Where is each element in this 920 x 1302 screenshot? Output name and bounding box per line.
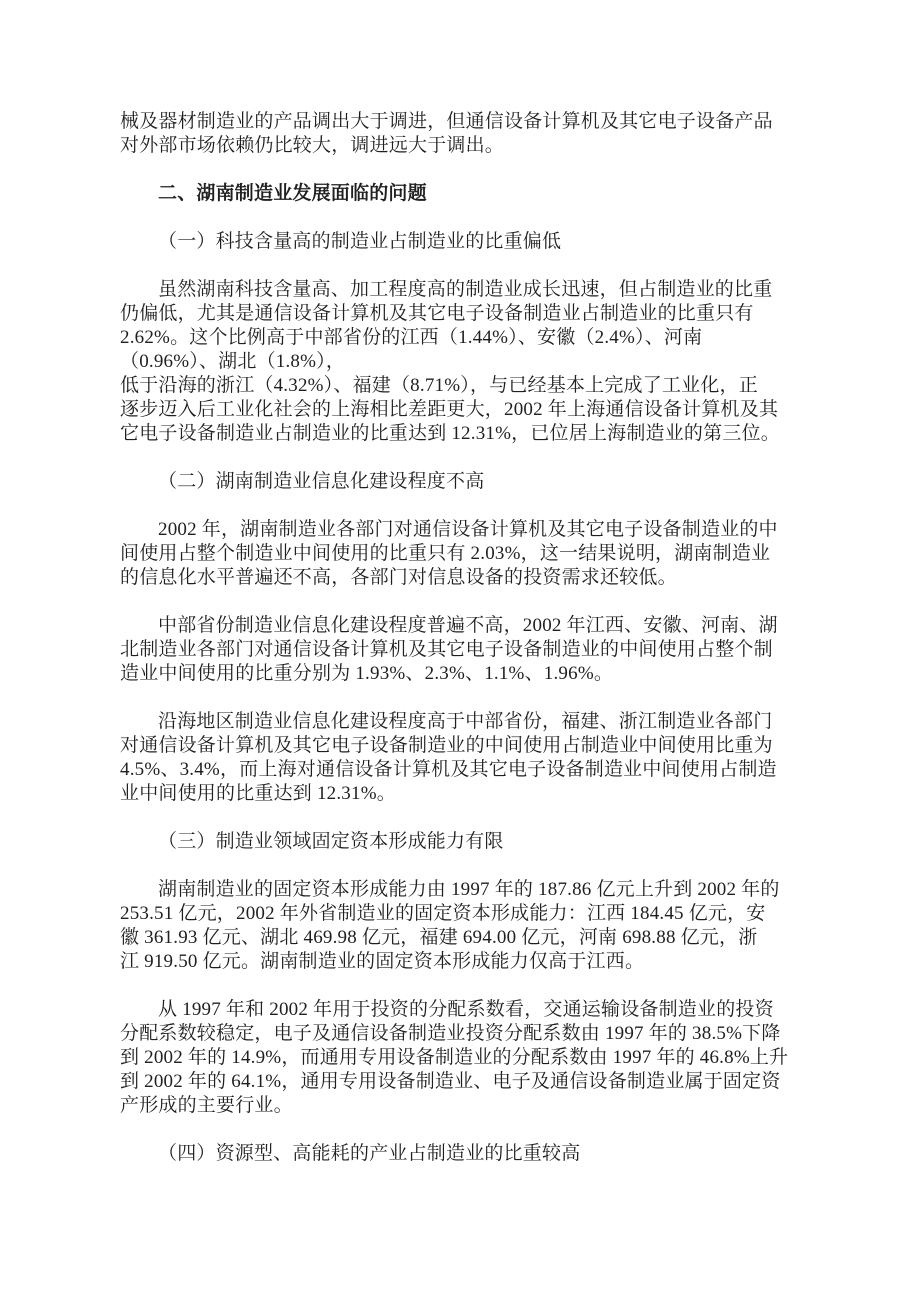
body-line: 仍偏低，尤其是通信设备计算机及其它电子设备制造业占制造业的比重只有 <box>120 303 754 324</box>
body-line: 中部省份制造业信息化建设程度普遍不高，2002 年江西、安徽、河南、湖 <box>158 615 778 636</box>
subsection-heading-3 <box>120 830 820 854</box>
section-heading <box>120 182 820 206</box>
body-line: 2002 年，湖南制造业各部门对通信设备计算机及其它电子设备制造业的中 <box>158 519 778 540</box>
body-line: 械及器材制造业的产品调出大于调进，但通信设备计算机及其它电子设备产品 <box>120 111 773 132</box>
body-line: 2.62%。这个比例高于中部省份的江西（1.44%）、安徽（2.4%）、河南 <box>120 327 703 348</box>
paragraph-1b <box>120 374 820 446</box>
body-line: 逐步迈入后工业化社会的上海相比差距更大，2002 年上海通信设备计算机及其 <box>120 399 779 420</box>
continuation-paragraph <box>120 110 820 158</box>
body-line: 它电子设备制造业占制造业的比重达到 12.31%，已位居上海制造业的第三位。 <box>120 423 780 444</box>
body-line: 从 1997 年和 2002 年用于投资的分配系数看，交通运输设备制造业的投资 <box>158 999 774 1020</box>
body-line: 北制造业各部门对通信设备计算机及其它电子设备制造业的中间使用占整个制 <box>120 639 773 660</box>
subsection-heading-4 <box>120 1142 820 1166</box>
paragraph-1a <box>120 278 820 374</box>
body-line: 湖南制造业的固定资本形成能力由 1997 年的 187.86 亿元上升到 2002 年的 <box>158 879 780 900</box>
body-line: 间使用占整个制造业中间使用的比重只有 2.03%，这一结果说明，湖南制造业 <box>120 543 771 564</box>
body-line: 江 919.50 亿元。湖南制造业的固定资本形成能力仅高于江西。 <box>120 951 645 972</box>
body-line: 的信息化水平普遍还不高，各部门对信息设备的投资需求还较低。 <box>120 567 677 588</box>
body-line: 对通信设备计算机及其它电子设备制造业的中间使用占制造业中间使用比重为 <box>120 735 773 756</box>
subsection-heading-text: （一）科技含量高的制造业占制造业的比重偏低 <box>158 231 562 252</box>
body-line: （0.96%）、湖北（1.8%）， <box>120 351 346 372</box>
subsection-heading-text: （二）湖南制造业信息化建设程度不高 <box>158 471 485 492</box>
subsection-heading-text: （三）制造业领域固定资本形成能力有限 <box>158 831 504 852</box>
section-heading-text: 二、湖南制造业发展面临的问题 <box>158 183 427 204</box>
body-line: 业中间使用的比重达到 12.31%。 <box>120 783 396 804</box>
body-line: 沿海地区制造业信息化建设程度高于中部省份，福建、浙江制造业各部门 <box>158 711 773 732</box>
subsection-heading-text: （四）资源型、高能耗的产业占制造业的比重较高 <box>158 1143 581 1164</box>
body-line: 徽 361.93 亿元、湖北 469.98 亿元，福建 694.00 亿元，河南 698.88 亿元，浙 <box>120 927 758 948</box>
body-line: 253.51 亿元，2002 年外省制造业的固定资本形成能力：江西 184.45 亿元，安 <box>120 903 766 924</box>
body-line: 到 2002 年的 14.9%，而通用专用设备制造业的分配系数由 1997 年的 46.8%上升 <box>120 1047 789 1068</box>
body-line: 虽然湖南科技含量高、加工程度高的制造业成长迅速，但占制造业的比重 <box>158 279 773 300</box>
subsection-heading-2 <box>120 470 820 494</box>
body-line: 产形成的主要行业。 <box>120 1095 293 1116</box>
body-line: 到 2002 年的 64.1%，通用专用设备制造业、电子及通信设备制造业属于固定资 <box>120 1071 781 1092</box>
paragraph-5 <box>120 878 820 974</box>
body-line: 造业中间使用的比重分别为 1.93%、2.3%、1.1%、1.96%。 <box>120 663 614 684</box>
body-line: 4.5%、3.4%，而上海对通信设备计算机及其它电子设备制造业中间使用占制造 <box>120 759 777 780</box>
paragraph-6 <box>120 998 820 1118</box>
body-line: 分配系数较稳定，电子及通信设备制造业投资分配系数由 1997 年的 38.5%下降 <box>120 1023 781 1044</box>
paragraph-2 <box>120 518 820 590</box>
subsection-heading-1 <box>120 230 820 254</box>
body-line: 低于沿海的浙江（4.32%）、福建（8.71%），与已经基本上完成了工业化，正 <box>120 375 758 396</box>
paragraph-3 <box>120 614 820 686</box>
paragraph-4 <box>120 710 820 806</box>
body-line: 对外部市场依赖仍比较大，调进远大于调出。 <box>120 135 505 156</box>
